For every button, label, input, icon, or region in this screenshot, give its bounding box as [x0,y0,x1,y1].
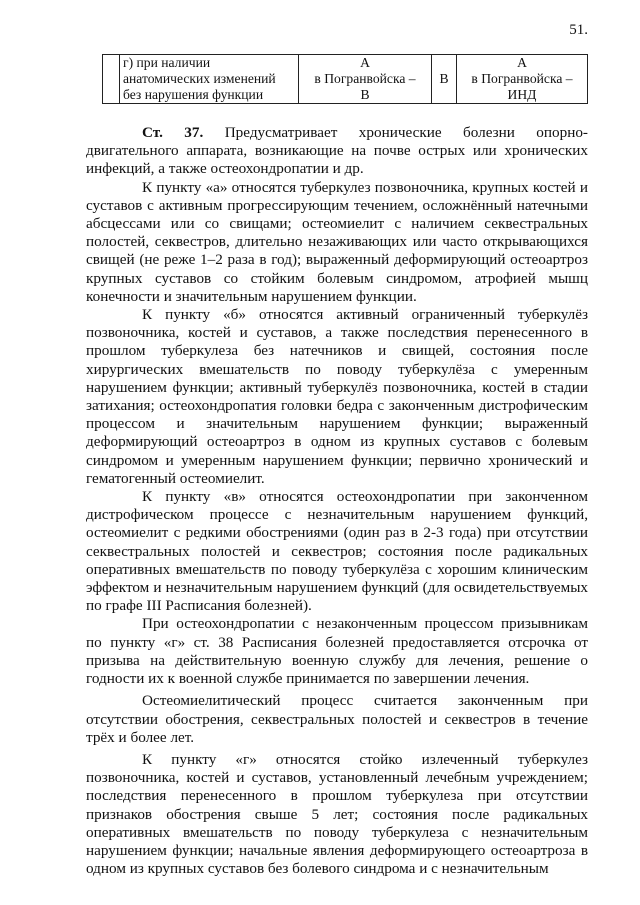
table-row [103,55,588,104]
graph1-line: в Погранвойска – [314,71,416,86]
graph3-line: А [517,55,527,70]
article-body [86,124,588,878]
graph3-line: в Погранвойска – [471,71,573,86]
table-cell-graph1 [299,55,432,104]
article-heading: Ст. 37. [142,124,204,141]
condition-line: анатомических изменений [123,71,276,86]
page-number: 51. [569,22,588,38]
fitness-table [102,54,588,104]
condition-line: г) при наличии [123,55,211,70]
condition-line: без нарушения функции [123,87,264,102]
table-cell-empty [103,55,120,104]
article-intro-text: Предусматривает хронические болезни опорно-двигательного аппарата, возникающие на почве острых или хронических инфекций, а также остеохондропатии и др. [86,124,588,178]
graph1-line: В [360,87,370,102]
table-cell-graph3 [457,55,588,104]
table-cell-graph2: В [432,55,457,104]
paragraph-point-a: К пункту «а» относятся туберкулез позвоночника, крупных костей и суставов с активным прогрессирующим течением, осложнённый натечными абсцессами или со свищами; остеомиелит с наличием секвестральных полостей, секвестров, длительно незаживающих или часто открывающихся свищей (не реже 1–2 раза в год); выраженный деформирующий остеоартроз крупных суставов со стойким болевым синдромом, атрофией мышц конечности и значительным нарушением функции. [86,178,588,305]
graph3-line: ИНД [507,87,537,102]
article-intro [86,124,588,179]
paragraph-osteomyelitis: Остеомиелитический процесс считается законченным при отсутствии обострения, секвестральных полостей и секвестров в течение трёх и более лет. [86,692,588,746]
graph1-line: А [360,55,370,70]
paragraph-point-b: К пункту «б» относятся активный ограниченный туберкулёз позвоночника, костей и суставов, а также последствия перенесенного в прошлом туберкулеза без натечников и свищей, состояния после хирургических вмешательств по поводу туберкулёза с умеренным нарушением функции; активный туберкулёз позвоночника, костей в стадии затихания; остеохондропатия головки бедра с законченным дистрофическим процессом и значительным нарушением функции; выраженный деформирующий остеоартроз в одном из крупных суставов с болевым синдромом и умеренным нарушением функции; первично хронический и гематогенный остеомиелит. [86,306,588,487]
paragraph-point-v: К пункту «в» относятся остеохондропатии при законченном дистрофическом процессе с незначительным нарушением функций, остеомиелит с редкими обострениями (один раз в 2-3 года) при отсутствии секвестральных полостей и секвестров; состояния после радикальных оперативных вмешательств по поводу туберкулёза с хорошим клиническим эффектом и незначительным нарушением функций (для освидетельствуемых по графе III Расписания болезней). [86,488,588,615]
table-cell-condition [120,55,299,104]
paragraph-point-g: К пункту «г» относятся стойко излеченный туберкулез позвоночника, костей и суставов, установленный лечебным учреждением; последствия перенесенного в прошлом туберкулеза при отсутствии признаков обострения свыше 5 лет; состояния после радикальных оперативных вмешательств по поводу туберкулеза с незначительным нарушением функции; начальные явления деформирующего остеоартроза в одном из крупных суставов без болевого синдрома и с незначительным [86,750,588,878]
paragraph-osteochondropathy: При остеохондропатии с незаконченным процессом призывникам по пункту «г» ст. 38 Расписания болезней предоставляется отсрочка от призыва на действительную военную службу для лечения, решение о годности их к военной службе принимается по завершении лечения. [86,615,588,688]
